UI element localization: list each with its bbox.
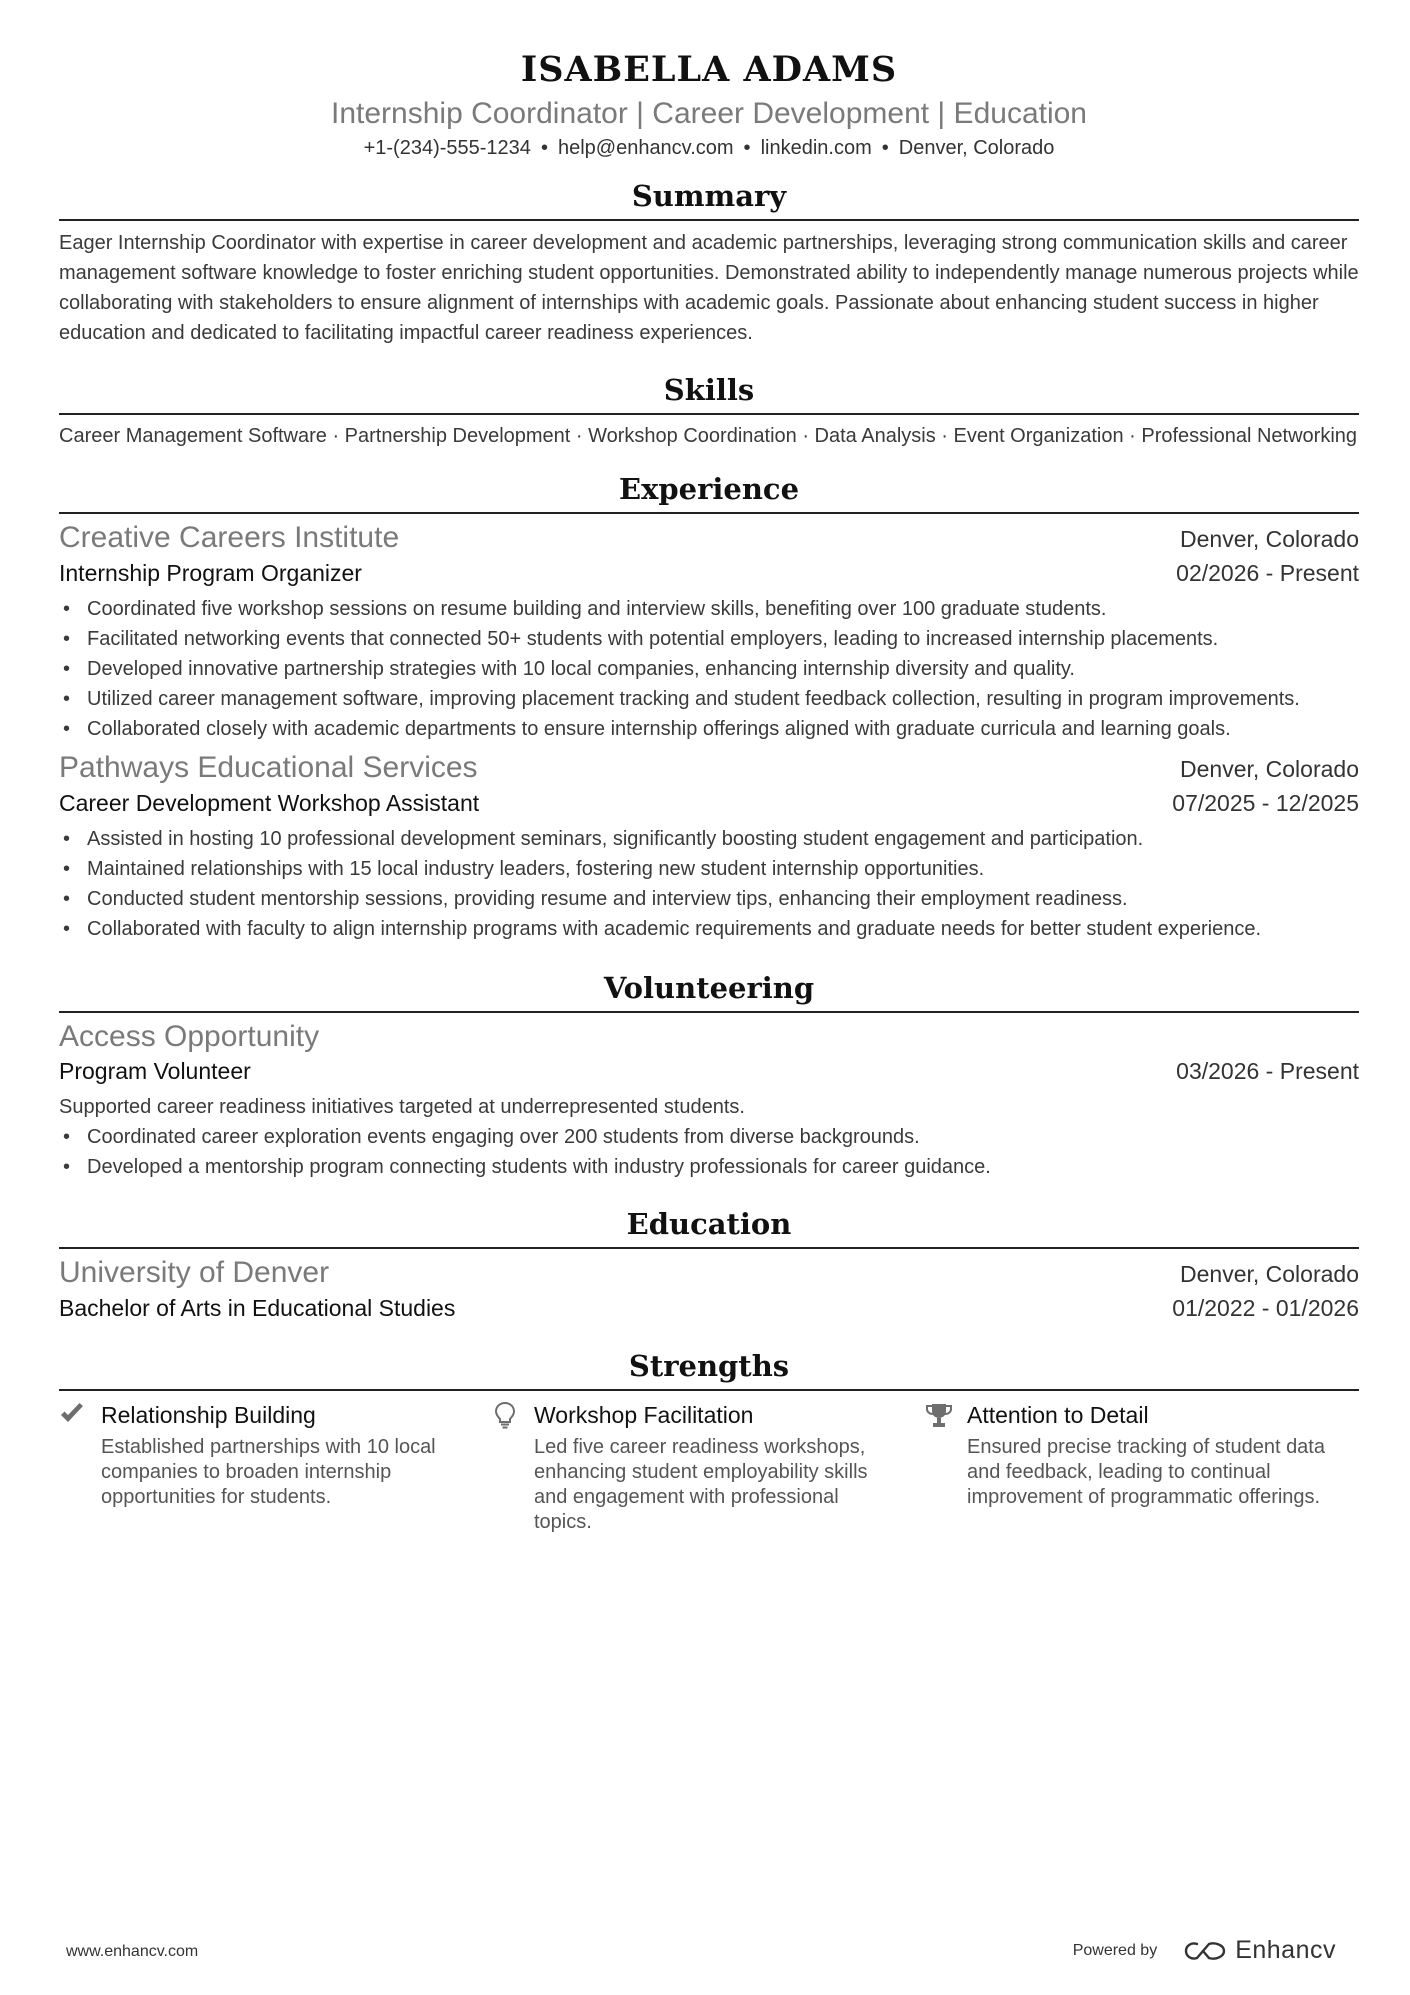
strength-item	[59, 1399, 492, 1535]
section-divider	[59, 413, 1359, 415]
enhancv-logo-icon	[1183, 1939, 1227, 1963]
trophy-icon	[925, 1401, 953, 1429]
volunteer-org: Access Opportunity	[59, 1020, 320, 1053]
powered-by-label: Powered by	[1072, 1941, 1158, 1959]
resume-page	[59, 0, 1359, 1535]
volunteer-description: Supported career readiness initiatives targeted at underrepresented students.	[59, 1096, 745, 1118]
section-divider	[59, 1389, 1359, 1391]
school-location: Denver, Colorado	[1180, 1261, 1359, 1287]
checkmark-icon	[59, 1401, 85, 1427]
strengths-section	[59, 1346, 1359, 1535]
list-item: • Facilitated networking events that connected 50+ students with potential employers, leading to increased internship placements.	[59, 624, 1359, 654]
list-item: • Collaborated with faculty to align internship programs with academic requirements and graduate needs for better student experience.	[59, 914, 1359, 944]
section-heading-summary: Summary	[631, 179, 787, 213]
strength-title: Workshop Facilitation	[534, 1402, 754, 1428]
skills-list: Career Management Software · Partnership Development · Workshop Coordination · Data Analysis · Event Organization · Professional Networking	[59, 425, 1358, 447]
list-item: • Utilized career management software, improving placement tracking and student feedback collection, resulting in program improvements.	[59, 684, 1359, 714]
lightbulb-icon	[492, 1401, 518, 1429]
bullet-separator: •	[540, 137, 548, 159]
job-location: Denver, Colorado	[1180, 526, 1359, 552]
volunteering-section	[59, 968, 1359, 1182]
company-name: Creative Careers Institute	[59, 521, 400, 554]
strength-item	[925, 1399, 1358, 1535]
section-divider	[59, 1247, 1359, 1249]
education-section	[59, 1204, 1359, 1324]
strength-item	[492, 1399, 925, 1535]
job-location: Denver, Colorado	[1180, 756, 1359, 782]
job-dates: 02/2026 - Present	[1176, 560, 1359, 586]
contact-phone[interactable]: +1-(234)-555-1234	[363, 137, 531, 159]
list-item: • Assisted in hosting 10 professional development seminars, significantly boosting student engagement and participation.	[59, 824, 1359, 854]
strength-title: Relationship Building	[101, 1402, 316, 1428]
bullet-separator: •	[743, 137, 751, 159]
list-item: • Conducted student mentorship sessions, providing resume and interview tips, enhancing their employment readiness.	[59, 884, 1359, 914]
volunteer-role: Program Volunteer	[59, 1058, 251, 1084]
skills-section	[59, 370, 1359, 449]
experience-section	[59, 469, 1359, 944]
section-heading-strengths: Strengths	[628, 1349, 790, 1383]
job-dates: 07/2025 - 12/2025	[1172, 790, 1359, 816]
strength-description: Established partnerships with 10 local companies to broaden internship opportunities for students.	[101, 1436, 436, 1508]
experience-entry	[59, 750, 1359, 944]
section-divider	[59, 219, 1359, 221]
job-bullets	[59, 594, 1359, 744]
degree: Bachelor of Arts in Educational Studies	[59, 1295, 456, 1321]
contact-line	[59, 134, 1359, 162]
list-item: • Developed a mentorship program connecting students with industry professionals for career guidance.	[59, 1152, 1359, 1182]
summary-text: Eager Internship Coordinator with expertise in career development and academic partnerships, leveraging strong communication skills and career management software knowledge to foster enriching student opportunities. Demonstrated ability to independently manage numerous projects while collaborating with stakeholders to ensure alignment of internships with academic goals. Passionate about enhancing student success in higher education and dedicated to facilitating impactful career readiness experiences.	[59, 232, 1359, 344]
section-heading-skills: Skills	[663, 373, 755, 407]
school-name: University of Denver	[59, 1256, 330, 1289]
volunteer-dates: 03/2026 - Present	[1176, 1058, 1359, 1084]
section-divider	[59, 512, 1359, 514]
footer-website[interactable]: www.enhancv.com	[66, 1943, 199, 1960]
section-heading-experience: Experience	[618, 472, 800, 506]
strength-description: Ensured precise tracking of student data and feedback, leading to continual improvement of programmatic offerings.	[967, 1436, 1325, 1508]
strengths-grid	[59, 1399, 1359, 1535]
job-bullets	[59, 824, 1359, 944]
contact-location: Denver, Colorado	[898, 137, 1055, 159]
brand-name: Enhancv	[1235, 1936, 1336, 1964]
list-item: • Coordinated career exploration events engaging over 200 students from diverse backgrounds.	[59, 1122, 1359, 1152]
list-item: • Coordinated five workshop sessions on resume building and interview skills, benefiting over 100 graduate students.	[59, 594, 1359, 624]
education-dates: 01/2022 - 01/2026	[1172, 1295, 1359, 1321]
contact-email[interactable]: help@enhancv.com	[557, 137, 734, 159]
experience-entry	[59, 520, 1359, 744]
strength-description: Led five career readiness workshops, enhancing student employability skills and engagement with professional topics.	[534, 1436, 868, 1533]
list-item: • Developed innovative partnership strategies with 10 local companies, enhancing internship diversity and quality.	[59, 654, 1359, 684]
summary-section	[59, 176, 1359, 348]
candidate-title: Internship Coordinator | Career Development | Education	[331, 97, 1087, 130]
section-heading-volunteering: Volunteering	[603, 971, 815, 1005]
strength-title: Attention to Detail	[967, 1402, 1149, 1428]
list-item: • Maintained relationships with 15 local industry leaders, fostering new student internship opportunities.	[59, 854, 1359, 884]
job-title: Internship Program Organizer	[59, 560, 362, 586]
section-divider	[59, 1011, 1359, 1013]
section-heading-education: Education	[626, 1207, 792, 1241]
company-name: Pathways Educational Services	[59, 751, 478, 784]
footer-branding	[1073, 1936, 1336, 1965]
bullet-separator: •	[881, 137, 889, 159]
job-title: Career Development Workshop Assistant	[59, 790, 480, 816]
resume-header	[59, 0, 1359, 162]
volunteer-bullets	[59, 1122, 1359, 1182]
contact-linkedin[interactable]: linkedin.com	[760, 137, 872, 159]
candidate-name: ISABELLA ADAMS	[520, 49, 898, 90]
list-item: • Collaborated closely with academic departments to ensure internship offerings aligned with graduate curricula and learning goals.	[59, 714, 1359, 744]
